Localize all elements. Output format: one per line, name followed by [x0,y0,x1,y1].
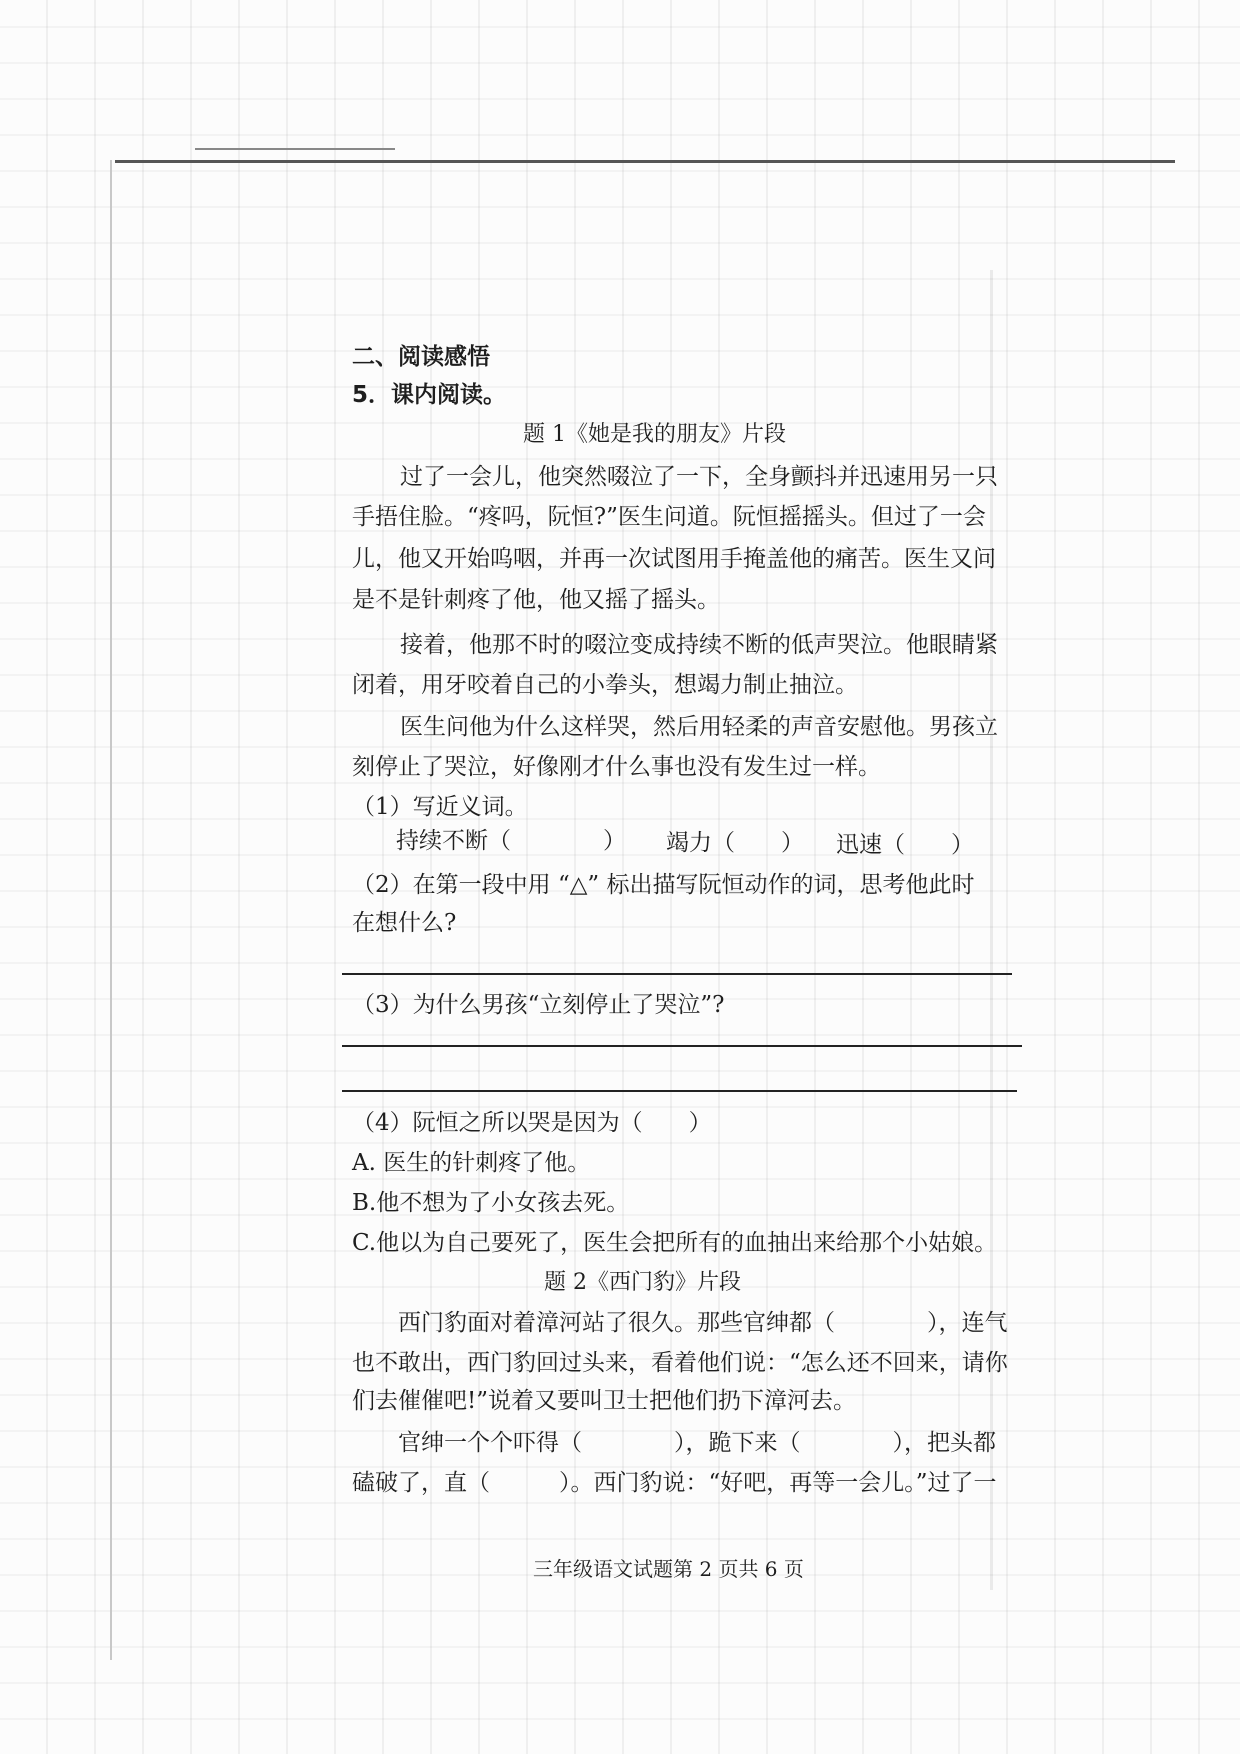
answer-line[interactable] [342,973,1012,975]
page-edge-top [115,160,1175,163]
passage1-line: 闭着，用牙咬着自己的小拳头，想竭力制止抽泣。 [352,672,858,698]
sub-question-4: （4）阮恒之所以哭是因为（ ） [352,1110,712,1136]
passage1-line: 儿，他又开始呜咽，并再一次试图用手掩盖他的痛苦。医生又问 [352,546,996,572]
passage2-line: 官绅一个个吓得（ ），跪下来（ ），把头都 [398,1430,996,1456]
sub-question-2-cont: 在想什么? [352,910,457,936]
page-edge-left [110,160,112,1660]
passage1-line: 手捂住脸。“疼吗，阮恒?”医生问道。阮恒摇摇头。但过了一会 [352,504,986,530]
passage1-line: 过了一会儿，他突然啜泣了一下，全身颤抖并迅速用另一只 [400,464,998,490]
passage1-line: 医生问他为什么这样哭，然后用轻柔的声音安慰他。男孩立 [400,714,998,740]
synonym-blank-1[interactable]: 持续不断（ ） [396,828,626,854]
sub-question-1: （1）写近义词。 [352,794,528,820]
section-heading: 二、阅读感悟 [352,344,490,370]
passage2-line: 磕破了，直（ ）。西门豹说：“好吧，再等一会儿。”过了一 [352,1470,997,1496]
passage1-title: 题 1《她是我的朋友》片段 [523,422,786,447]
passage1-line: 刻停止了哭泣，好像刚才什么事也没有发生过一样。 [352,754,881,780]
option-c: C.他以为自己要死了，医生会把所有的血抽出来给那个小姑娘。 [352,1230,998,1256]
page-edge-top-secondary [195,148,395,150]
option-b: B.他不想为了小女孩去死。 [352,1190,630,1216]
passage2-line: 也不敢出，西门豹回过头来，看着他们说：“怎么还不回来，请你 [352,1350,1008,1376]
answer-line[interactable] [342,1090,1017,1092]
answer-line[interactable] [342,1045,1022,1047]
sub-question-2: （2）在第一段中用 “△” 标出描写阮恒动作的词，思考他此时 [352,872,975,898]
passage1-line: 接着，他那不时的啜泣变成持续不断的低声哭泣。他眼睛紧 [400,632,998,658]
synonym-blank-3[interactable]: 迅速（ ） [836,832,974,858]
passage2-line: 们去催催吧!”说着又要叫卫士把他们扔下漳河去。 [352,1388,857,1414]
passage1-line: 是不是针刺疼了他，他又摇了摇头。 [352,587,720,613]
question-label: 5．课内阅读。 [352,382,507,408]
page-footer: 三年级语文试题第 2 页共 6 页 [533,1557,804,1581]
synonym-blank-2[interactable]: 竭力（ ） [666,830,804,856]
sub-question-3: （3）为什么男孩“立刻停止了哭泣”? [352,992,725,1018]
option-a: A. 医生的针刺疼了他。 [352,1150,591,1176]
passage2-line: 西门豹面对着漳河站了很久。那些官绅都（ ），连气 [398,1310,1008,1336]
passage2-title: 题 2《西门豹》片段 [544,1270,741,1295]
